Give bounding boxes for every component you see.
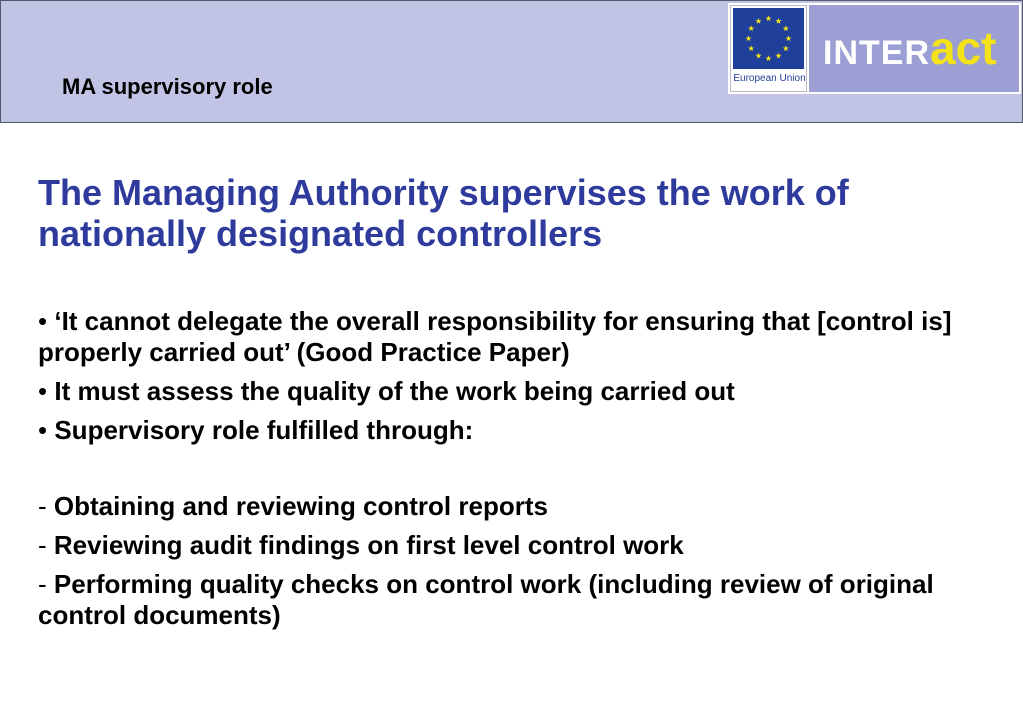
bullet-text: It must assess the quality of the work being carried out [54,376,735,406]
bullet-marker: • [38,306,48,336]
eu-logo [730,5,807,92]
dash-text: Performing quality checks on control work (including review of original control documents) [38,569,934,630]
list-spacer [38,454,988,491]
dash-item [38,569,988,631]
brand-inter: INTER [823,34,930,72]
slide-content [38,172,988,639]
dash-marker: - [38,569,47,599]
eu-label: European Union [733,73,806,84]
interact-logo [809,5,1019,92]
bullet-list [38,306,988,631]
main-heading: The Managing Authority supervises the work of nationally designated controllers [38,172,849,254]
bullet-marker: • [38,376,48,406]
dash-item [38,491,988,522]
interact-wordmark [823,21,996,75]
dash-item [38,530,988,561]
dash-text: Obtaining and reviewing control reports [53,491,548,521]
dash-marker: - [38,530,47,560]
dash-text: Reviewing audit findings on first level control work [53,530,684,560]
bullet-item [38,306,988,368]
dash-marker: - [38,491,47,521]
header-bar [0,0,1023,123]
bullet-text: ‘It cannot delegate the overall responsibility for ensuring that [control is] properly carried out’ (Good Practice Paper) [38,306,952,367]
bullet-item [38,415,988,446]
bullet-text: Supervisory role fulfilled through: [54,415,474,445]
bullet-item [38,376,988,407]
bullet-marker: • [38,415,48,445]
eu-flag-icon [733,8,804,69]
logo-banner [728,3,1021,94]
slide-title: MA supervisory role [62,74,273,99]
brand-act: act [930,22,997,74]
